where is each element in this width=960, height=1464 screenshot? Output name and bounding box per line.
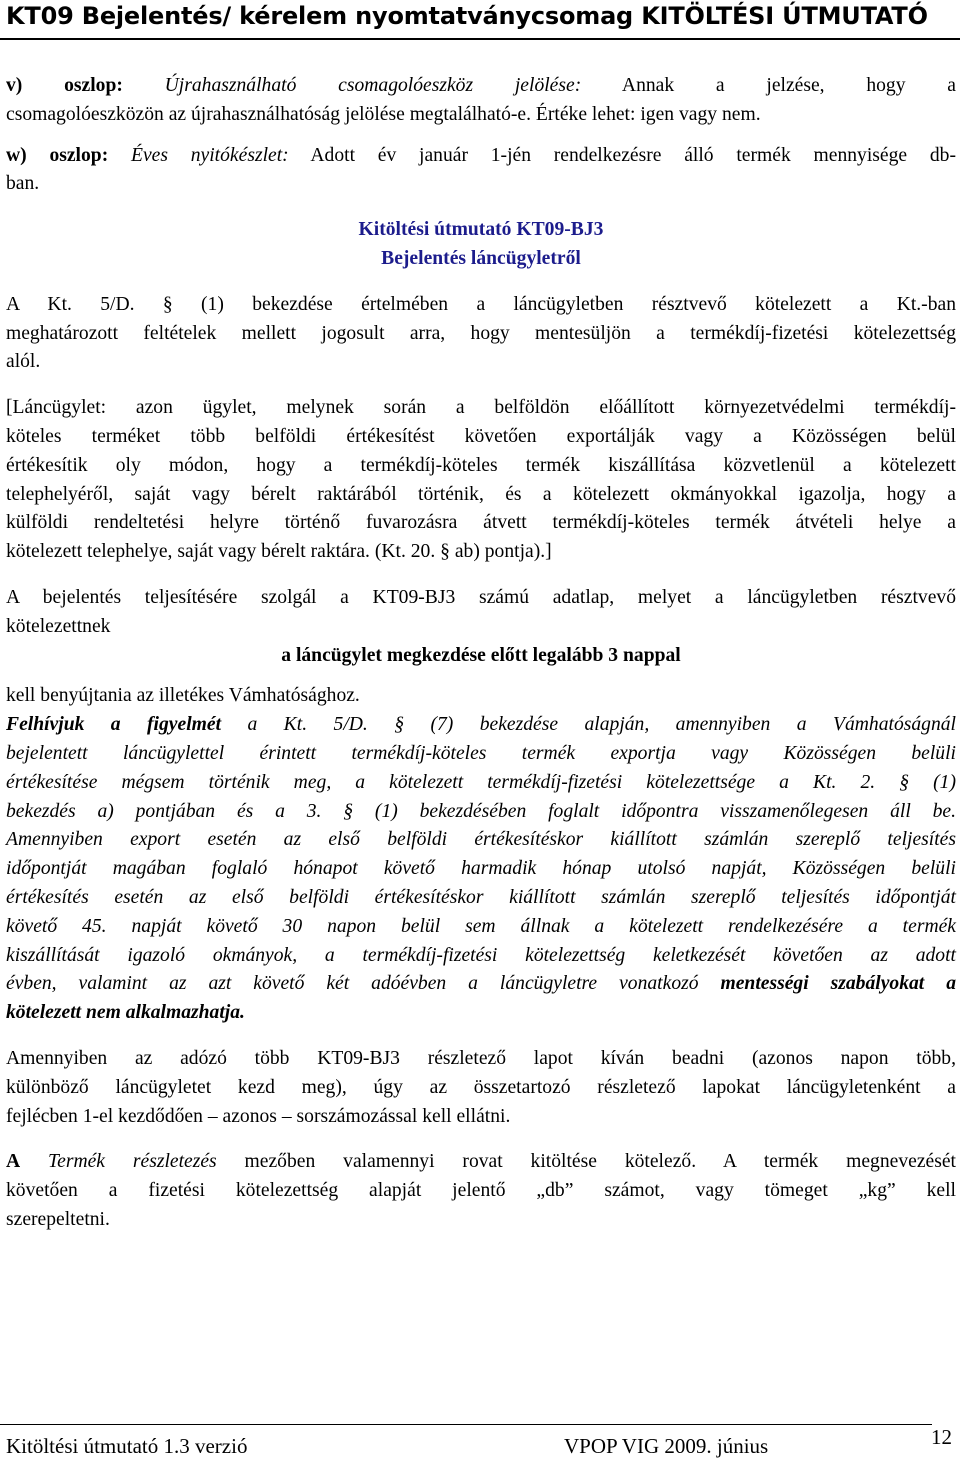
p4-line6: időpontját magában foglaló hónapot követő harmadik hónap utolsó napját, Közösségen belüli bbox=[6, 858, 956, 880]
p4-line8: követő 45. napját követő 30 napon belül sem állnak a kötelezett rendelkezésére a termék bbox=[6, 915, 956, 937]
p6-bold-a: A bbox=[6, 1151, 21, 1173]
p4-line1 bbox=[6, 711, 956, 740]
p1-line1: A Kt. 5/D. § (1) bekezdése értelmében a láncügyletben résztvevő kötelezett a Kt.-ban bbox=[6, 293, 956, 315]
col-w-label: w) oszlop: bbox=[6, 144, 109, 166]
p3-line3: kell benyújtania az illetékes Vámhatósághoz. bbox=[6, 685, 360, 707]
p5-line2: különböző láncügyletet kezd meg), úgy az összetartozó részletező lapokat láncügyletenként a bbox=[6, 1076, 956, 1098]
col-v-text-2: csomagolóeszközön az újrahasználhatóság jelölése megtalálható-e. Értéke lehet: igen vagy nem. bbox=[6, 103, 761, 125]
footer-version: Kitöltési útmutató 1.3 verzió bbox=[6, 1434, 248, 1458]
p3-line1: A bejelentés teljesítésére szolgál a KT09-BJ3 számú adatlap, melyet a láncügyletben résztvevő bbox=[6, 586, 956, 608]
p3-emphasis-line bbox=[6, 642, 956, 671]
col-v-label: v) oszlop: bbox=[6, 75, 123, 96]
col-v-paragraph bbox=[6, 72, 956, 101]
p4-line3: értékesítése mégsem történik meg, a kötelezett termékdíj-fizetési kötelezettsége a Kt. 2. § (1) bbox=[6, 771, 956, 793]
p5-line1: Amennyiben az adózó több KT09-BJ3 részletező lapot kíván beadni (azonos napon több, bbox=[6, 1047, 956, 1069]
p4-line9: kiszállítását igazoló okmányok, a termékdíj-fizetési kötelezettség keletkezését követően az adott bbox=[6, 944, 956, 966]
p6-line3: szerepeltetni. bbox=[6, 1208, 110, 1230]
p2-line5: külföldi rendeltetési helyre történő fuvarozásra átvett termékdíj-köteles termék átvételi helye a bbox=[6, 512, 956, 534]
p2-line6: kötelezett telephelye, saját vagy bérelt raktára. (Kt. 20. § ab) pontja).] bbox=[6, 541, 552, 563]
p2-line2: köteles terméket több belföldi értékesítést követően exportálják vagy a Közösségen belül bbox=[6, 425, 956, 447]
header-title: KT09 Bejelentés/ kérelem nyomtatványcsomag KITÖLTÉSI ÚTMUTATÓ bbox=[6, 2, 928, 30]
col-w-name: Éves nyitókészlet: bbox=[131, 144, 289, 166]
p6-italic: Termék részletezés bbox=[48, 1151, 217, 1173]
p4-line4: bekezdés a) pontjában és a 3. § (1) bekezdésében foglalt időpontra visszamenőlegesen áll be. bbox=[6, 800, 956, 822]
p4-line2: bejelentett láncügylettel érintett termékdíj-köteles termék exportja vagy Közösségen belüli bbox=[6, 742, 956, 764]
col-w-paragraph-2 bbox=[6, 170, 956, 199]
page-number: 12 bbox=[931, 1425, 952, 1449]
col-w-paragraph bbox=[6, 142, 956, 171]
p5-line3: fejlécben 1-el kezdődően – azonos – sorszámozással kell ellátni. bbox=[6, 1105, 511, 1127]
col-w-text-1: Adott év január 1-jén rendelkezésre álló termék mennyisége db- bbox=[310, 144, 956, 166]
p4-line11: kötelezett nem alkalmazhatja. bbox=[6, 1002, 245, 1024]
p1-line2: meghatározott feltételek mellett jogosult arra, hogy mentesüljön a termékdíj-fizetési kötelezettség bbox=[6, 322, 956, 344]
col-w-text-2: ban. bbox=[6, 173, 40, 195]
col-v-text-1: Annak a jelzése, hogy a bbox=[621, 75, 956, 96]
section-title-line2: Bejelentés láncügyletről bbox=[381, 247, 581, 269]
page-header bbox=[0, 0, 960, 40]
p4-line10: évben, valamint az azt követő két adóévben a láncügyletre vonatkozó mentességi szabályokat a bbox=[6, 973, 956, 995]
p6-line1: A Termék részletezés mezőben valamennyi rovat kitöltése kötelező. A termék megnevezését bbox=[6, 1151, 956, 1173]
p2-line1: [Láncügylet: azon ügylet, melynek során a belföldön előállított környezetvédelmi termékdíj- bbox=[6, 397, 956, 419]
p3-line2: kötelezettnek bbox=[6, 615, 111, 637]
col-v-name: Újrahasználható csomagolóeszköz jelölése: bbox=[164, 75, 582, 96]
p4-line10-bold: mentességi szabályokat a bbox=[720, 973, 956, 995]
section-title bbox=[6, 216, 956, 245]
col-v-paragraph-2 bbox=[6, 101, 956, 130]
p3-emphasis: a láncügylet megkezdése előtt legalább 3 nappal bbox=[281, 644, 681, 666]
footer-date: VPOP VIG 2009. június bbox=[564, 1434, 769, 1458]
p1-line3: alól. bbox=[6, 351, 41, 373]
document-body bbox=[6, 72, 956, 1235]
p4-line5: Amennyiben export esetén az első belföldi értékesítéskor kiállított számlán szereplő teljesítés bbox=[6, 829, 956, 851]
footer-divider bbox=[0, 1424, 932, 1425]
p4-line7: értékesítés esetén az első belföldi értékesítéskor kiállított számlán szereplő teljesítés időpontját bbox=[6, 886, 956, 908]
p2-line3: értékesítik oly módon, hogy a termékdíj-köteles termék kiszállítása közvetlenül a kötelezett bbox=[6, 454, 956, 476]
section-title-line1: Kitöltési útmutató KT09-BJ3 bbox=[358, 219, 604, 241]
p6-line2: követően a fizetési kötelezettség alapját jelentő „db” számot, vagy tömeget „kg” kell bbox=[6, 1180, 956, 1202]
section-subtitle bbox=[6, 245, 956, 274]
p2-line4: telephelyéről, saját vagy bérelt raktárából történik, és a kötelezett okmányokkal igazolja, hogy a bbox=[6, 483, 956, 505]
page-footer bbox=[0, 1424, 960, 1464]
p4-bold-start: Felhívjuk a figyelmét bbox=[6, 714, 222, 736]
p4-line1-rest: a Kt. 5/D. § (7) bekezdése alapján, amennyiben a Vámhatóságnál bbox=[221, 714, 956, 736]
